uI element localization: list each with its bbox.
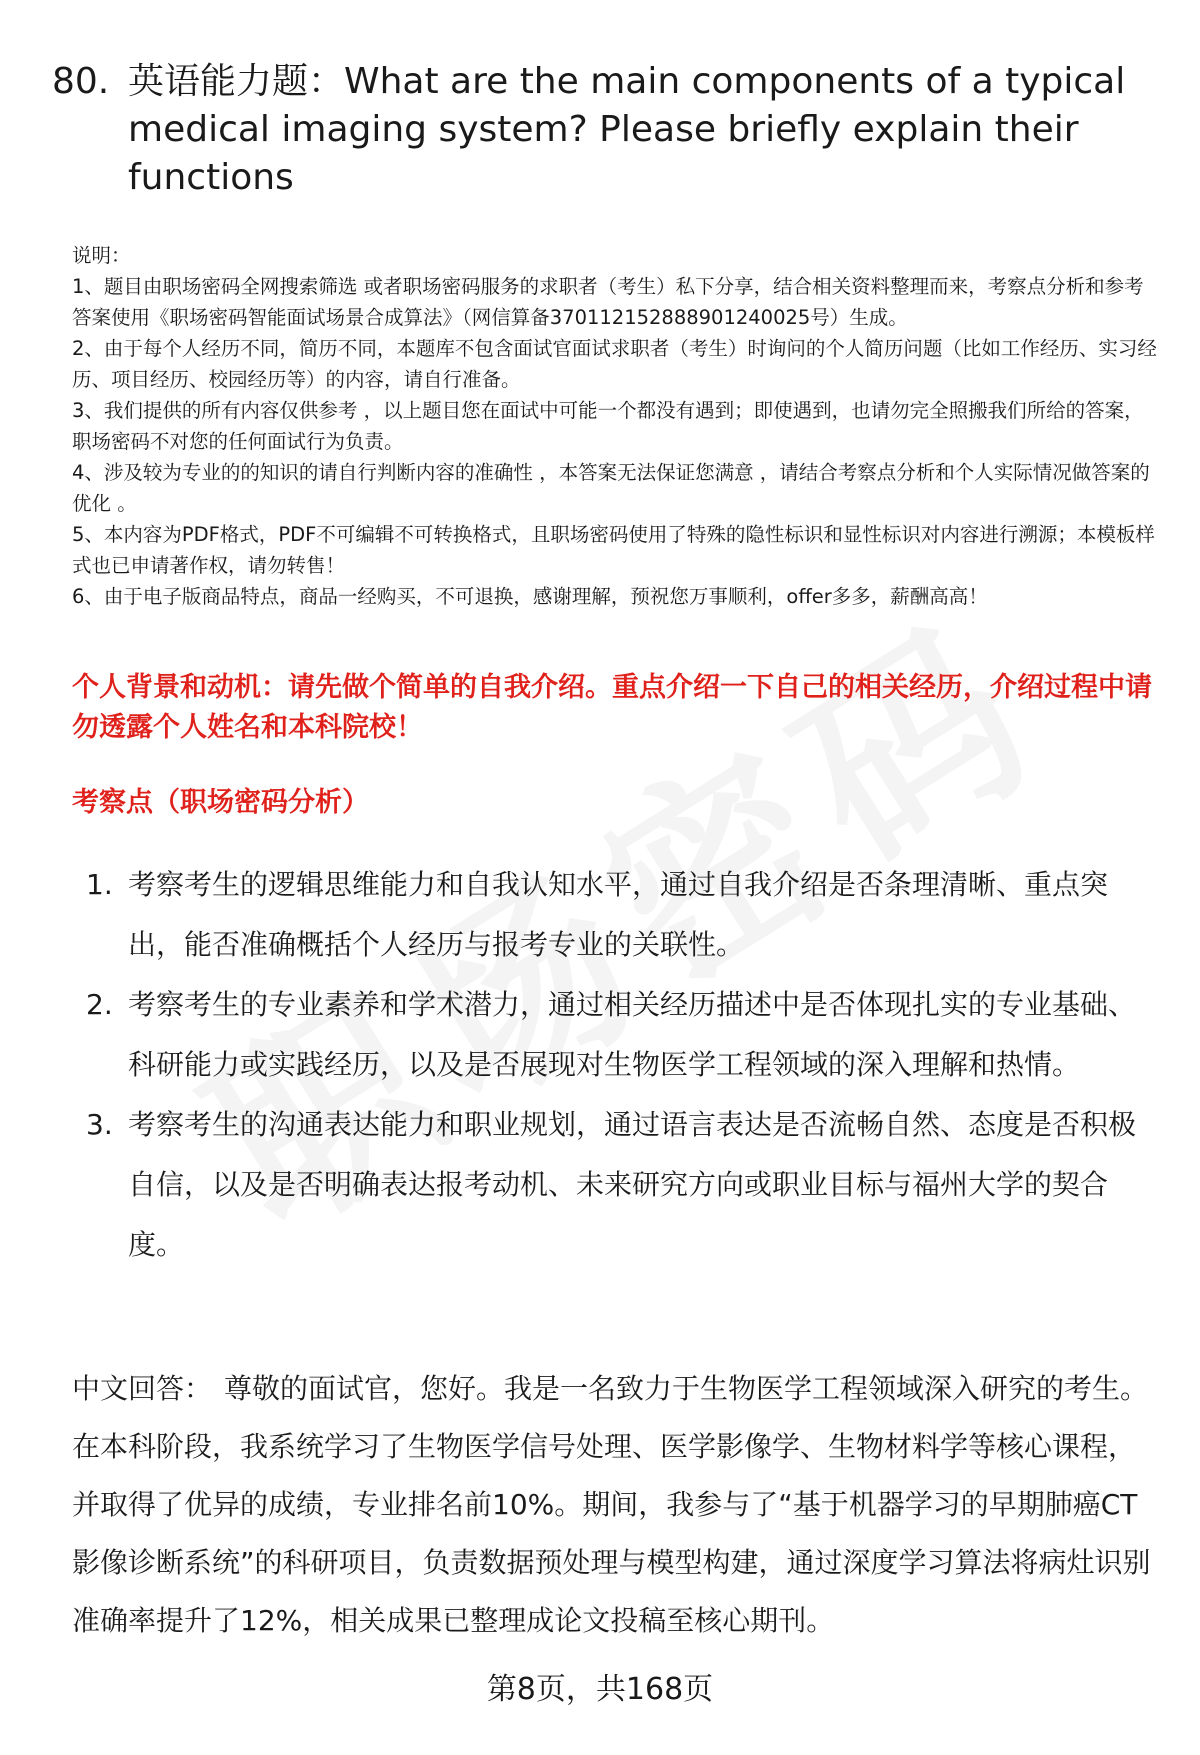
notes-item: 3、我们提供的所有内容仅供参考 ，以上题目您在面试中可能一个都没有遇到；即使遇到，也请勿完全照搬我们所给的答案，职场密码不对您的任何面试行为负责。 (72, 399, 1144, 453)
notes-item: 4、涉及较为专业的的知识的请自行判断内容的准确性 ，本答案无法保证您满意 ，请结合考察点分析和个人实际情况做答案的优化 。 (72, 461, 1150, 515)
question-block (52, 58, 1142, 202)
point-text: 考察考生的专业素养和学术潜力，通过相关经历描述中是否体现扎实的专业基础、科研能力或实践经历，以及是否展现对生物医学工程领域的深入理解和热情。 (128, 988, 1137, 1081)
notes-item: 6、由于电子版商品特点，商品一经购买，不可退换，感谢理解，预祝您万事顺利，offer多多，薪酬高高！ (72, 585, 988, 608)
point-number: 1. (86, 868, 113, 901)
notes-item: 5、本内容为PDF格式，PDF不可编辑不可转换格式，且职场密码使用了特殊的隐性标识和显性标识对内容进行溯源；本模板样式也已申请著作权，请勿转售！ (72, 523, 1155, 577)
page-number: 第8页，共168页 (486, 1672, 714, 1707)
analysis-point (72, 855, 1152, 975)
point-text: 考察考生的沟通表达能力和职业规划，通过语言表达是否流畅自然、态度是否积极自信，以及是否明确表达报考动机、未来研究方向或职业目标与福州大学的契合度。 (128, 1108, 1137, 1261)
analysis-point (72, 975, 1152, 1095)
analysis-point (72, 1095, 1152, 1275)
question-text: 英语能力题：What are the main components of a typical medical imaging system? Please briefly explain their functions (128, 61, 1126, 198)
point-number: 3. (86, 1108, 113, 1141)
notes-block (72, 240, 1162, 612)
section-heading: 个人背景和动机：请先做个简单的自我介绍。重点介绍一下自己的相关经历，介绍过程中请勿透露个人姓名和本科院校！ (72, 672, 1152, 743)
analysis-points-list (72, 855, 1152, 1275)
section-subheading: 考察点（职场密码分析） (72, 787, 369, 818)
notes-item: 1、题目由职场密码全网搜索筛选 或者职场密码服务的求职者（考生）私下分享，结合相关资料整理而来，考察点分析和参考答案使用《职场密码智能面试场景合成算法》（网信算备370112152888901240025号）生成。 (72, 275, 1144, 329)
answer-block (72, 1360, 1152, 1650)
notes-item: 2、由于每个人经历不同，简历不同，本题库不包含面试官面试求职者（考生）时询问的个人简历问题（比如工作经历、实习经历、项目经历、校园经历等）的内容，请自行准备。 (72, 337, 1157, 391)
answer-text: 尊敬的面试官，您好。我是一名致力于生物医学工程领域深入研究的考生。在本科阶段，我系统学习了生物医学信号处理、医学影像学、生物材料学等核心课程，并取得了优异的成绩，专业排名前10%。期间，我参与了“基于机器学习的早期肺癌CT影像诊断系统”的科研项目，负责数据预处理与模型构建，通过深度学习算法将病灶识别准确率提升了12%，相关成果已整理成论文投稿至核心期刊。 (72, 1372, 1151, 1637)
point-text: 考察考生的逻辑思维能力和自我认知水平，通过自我介绍是否条理清晰、重点突出，能否准确概括个人经历与报考专业的关联性。 (128, 868, 1109, 961)
answer-label: 中文回答： (72, 1372, 213, 1405)
notes-title: 说明： (72, 244, 131, 267)
question-number: 80. (52, 61, 110, 102)
point-number: 2. (86, 988, 113, 1021)
